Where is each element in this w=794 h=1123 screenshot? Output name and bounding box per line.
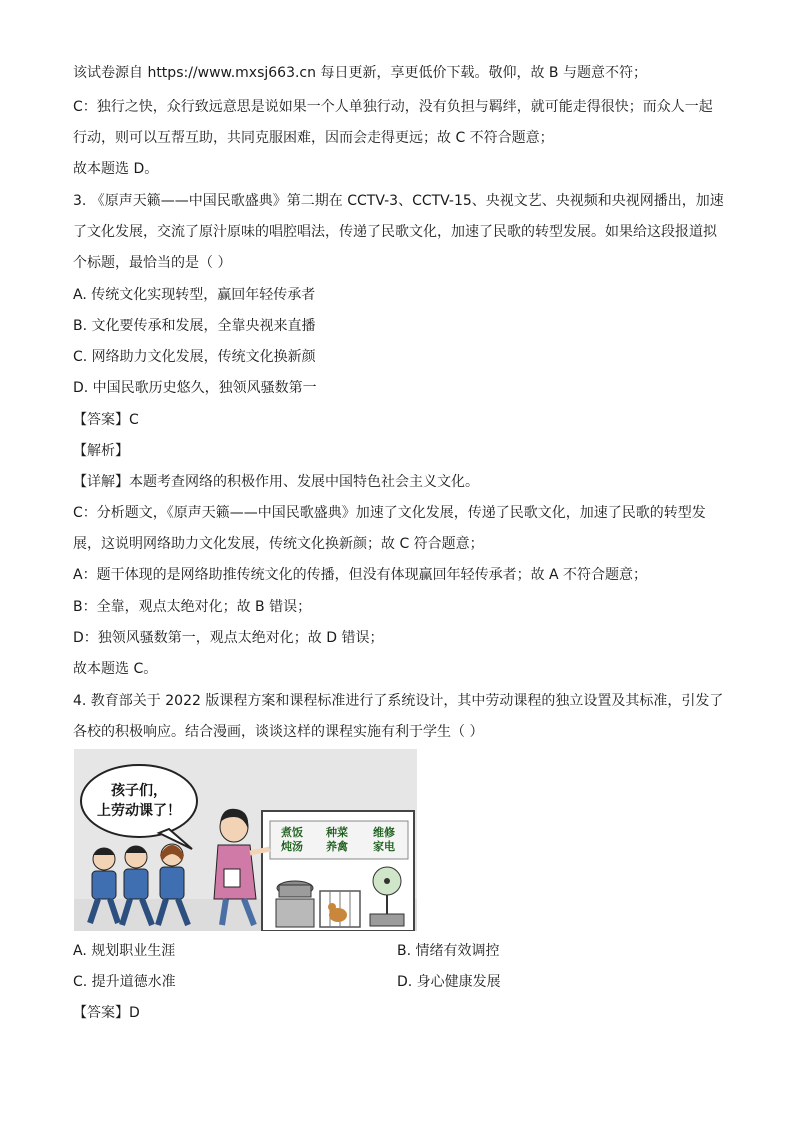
- answer-label: 【答案】C: [73, 412, 139, 428]
- analysis-label: 【解析】: [73, 443, 129, 459]
- question-3-stem: 个标题，最恰当的是（ ）: [73, 255, 232, 271]
- question-3-stem: 了文化发展，交流了原汁原味的唱腔唱法，传递了民歌文化，加速了民歌的转型发展。如果给这段报道拟: [73, 224, 717, 240]
- question-4-stem: 各校的积极响应。结合漫画，谈谈这样的课程实施有利于学生（ ）: [73, 724, 484, 740]
- board-text: 种菜: [326, 826, 348, 839]
- board-text: 养禽: [326, 840, 348, 853]
- explanation-line: A：题干体现的是网络助推传统文化的传播，但没有体现赢回年轻传承者；故 A 不符合题意；: [73, 567, 648, 583]
- cartoon-image: [74, 749, 417, 931]
- question-3-stem: 3. 《原声天籁——中国民歌盛典》第二期在 CCTV-3、CCTV-15、央视文艺、央视频和央视网播出，加速: [73, 193, 724, 209]
- board-text: 炖汤: [281, 840, 303, 853]
- text-line: C：独行之快，众行致远意思是说如果一个人单独行动，没有负担与羁绊，就可能走得很快；而众人一起: [73, 99, 713, 115]
- text-line: 该试卷源自 https://www.mxsj663.cn 每日更新，享更低价下载。敬仰，故 B 与题意不符；: [73, 65, 647, 81]
- cartoon-illustration: [74, 749, 417, 931]
- board-text: 维修: [373, 826, 395, 839]
- option-d: D. 身心健康发展: [397, 974, 501, 990]
- option-a: A. 传统文化实现转型，赢回年轻传承者: [73, 287, 316, 303]
- explanation-line: D：独领风骚数第一，观点太绝对化；故 D 错误；: [73, 630, 384, 646]
- explanation-line: 展，这说明网络助力文化发展，传统文化换新颜；故 C 符合题意；: [73, 536, 484, 552]
- bubble-text: 孩子们，: [111, 783, 167, 799]
- explanation-line: 故本题选 C。: [73, 661, 158, 677]
- board-text: 煮饭: [281, 826, 303, 839]
- option-a: A. 规划职业生涯: [73, 943, 176, 959]
- option-d: D. 中国民歌历史悠久，独领风骚数第一: [73, 380, 317, 396]
- question-4-stem: 4. 教育部关于 2022 版课程方案和课程标准进行了系统设计，其中劳动课程的独立设置及其标准，引发了: [73, 693, 724, 709]
- board-text: 家电: [373, 840, 395, 853]
- text-line: 行动，则可以互帮互助，共同克服困难，因而会走得更远；故 C 不符合题意；: [73, 130, 554, 146]
- option-c: C. 网络助力文化发展，传统文化换新颜: [73, 349, 316, 365]
- explanation-line: C：分析题文，《原声天籁——中国民歌盛典》加速了文化发展，传递了民歌文化，加速了民歌的转型发: [73, 505, 706, 521]
- text-line: 故本题选 D。: [73, 161, 159, 177]
- option-c: C. 提升道德水准: [73, 974, 176, 990]
- option-b: B. 情绪有效调控: [397, 943, 500, 959]
- answer-label: 【答案】D: [73, 1005, 140, 1021]
- explanation-line: B：全靠，观点太绝对化；故 B 错误；: [73, 599, 312, 615]
- bubble-text: 上劳动课了！: [97, 803, 181, 819]
- detail-line: 【详解】本题考查网络的积极作用、发展中国特色社会主义文化。: [73, 474, 479, 490]
- option-b: B. 文化要传承和发展，全靠央视来直播: [73, 318, 316, 334]
